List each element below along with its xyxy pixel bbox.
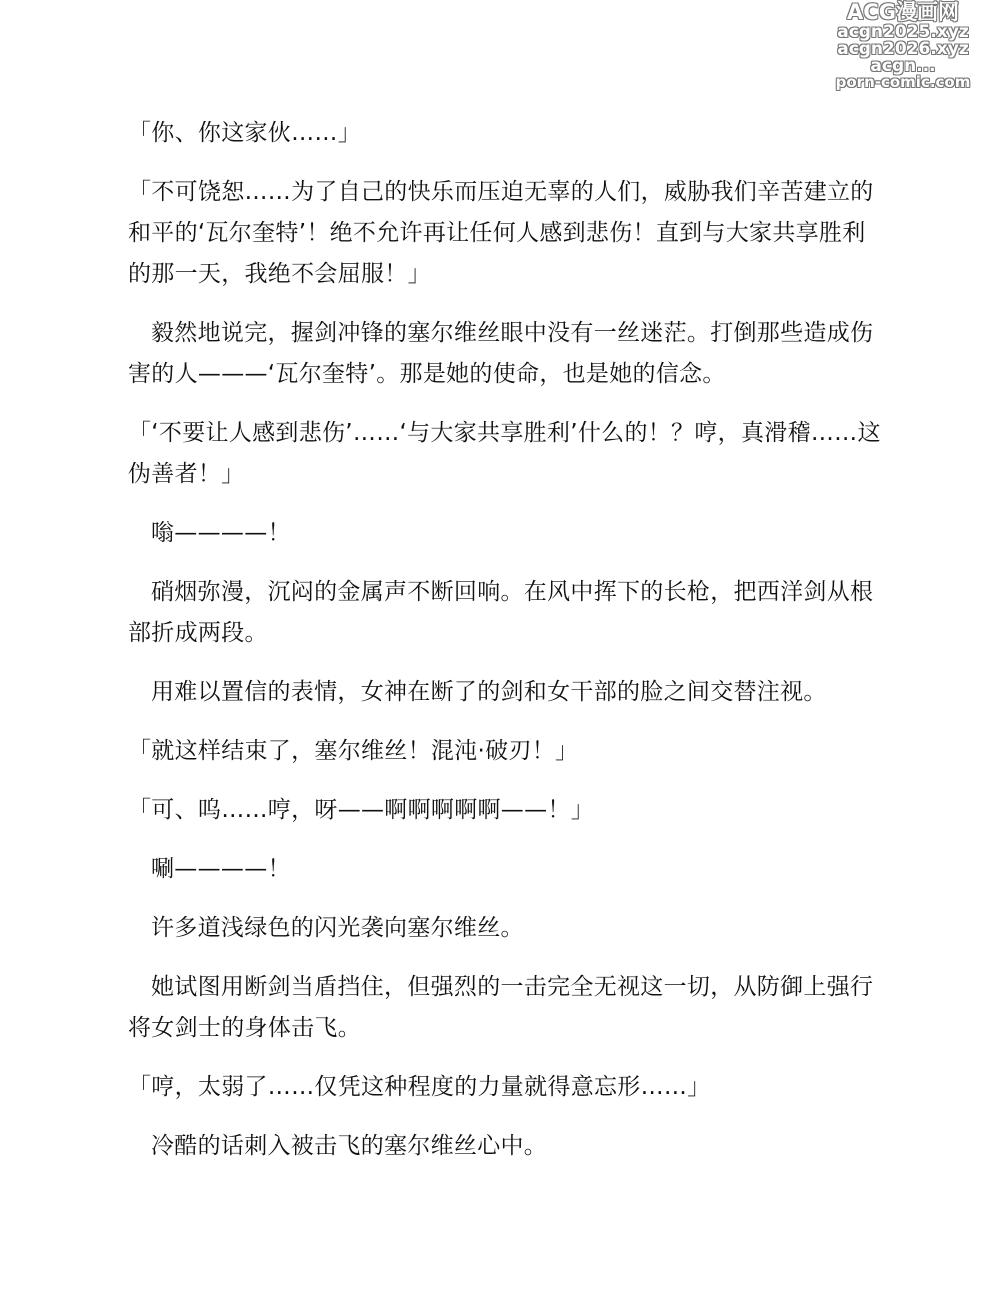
watermark-line-3: acgn2026.xyz	[837, 39, 969, 59]
watermark-line-2: acgn2025.xyz	[837, 22, 969, 42]
watermark-line-5: porn-comic.com	[835, 73, 971, 91]
paragraph-dialog: 「你、你这家伙……」	[128, 120, 361, 146]
paragraph-dialog: 「哼，太弱了……仅凭这种程度的力量就得意忘形……」	[128, 1074, 711, 1100]
novel-page-text	[128, 113, 888, 1167]
paragraph-dialog: 「就这样结束了，塞尔维丝！混沌·破刃！」	[128, 738, 579, 764]
paragraph-narration: 冷酷的话刺入被击飞的塞尔维丝心中。	[151, 1133, 548, 1159]
paragraph-dialog: 「不可饶恕……为了自己的快乐而压迫无辜的人们，威胁我们辛苦建立的和平的‘瓦尔奎特’！绝不允许再让任何人感到悲伤！直到与大家共享胜利的那一天，我绝不会屈服！」	[128, 179, 874, 287]
paragraph-dialog: 「‘不要让人感到悲伤’……‘与大家共享胜利’什么的！？哼，真滑稽……这伪善者！」	[128, 420, 881, 487]
watermark-line-1: ACG漫画网	[847, 0, 959, 24]
paragraph-narration: 她试图用断剑当盾挡住，但强烈的一击完全无视这一切，从防御上强行将女剑士的身体击飞。	[128, 974, 874, 1041]
paragraph-narration: 许多道浅绿色的闪光袭向塞尔维丝。	[151, 915, 524, 941]
paragraph-sound-effect: 唰————！	[151, 856, 291, 882]
watermark-line-4: acgn...	[870, 56, 936, 76]
paragraph-sound-effect: 嗡————！	[151, 520, 291, 546]
paragraph-dialog: 「可、呜……哼，呀——啊啊啊啊啊——！」	[128, 797, 594, 823]
paragraph-narration: 硝烟弥漫，沉闷的金属声不断回响。在风中挥下的长枪，把西洋剑从根部折成两段。	[128, 579, 874, 646]
site-watermark	[828, 2, 978, 90]
paragraph-narration: 毅然地说完，握剑冲锋的塞尔维丝眼中没有一丝迷茫。打倒那些造成伤害的人———‘瓦尔奎特’。那是她的使命，也是她的信念。	[128, 320, 874, 387]
paragraph-narration: 用难以置信的表情，女神在断了的剑和女干部的脸之间交替注视。	[151, 679, 827, 705]
